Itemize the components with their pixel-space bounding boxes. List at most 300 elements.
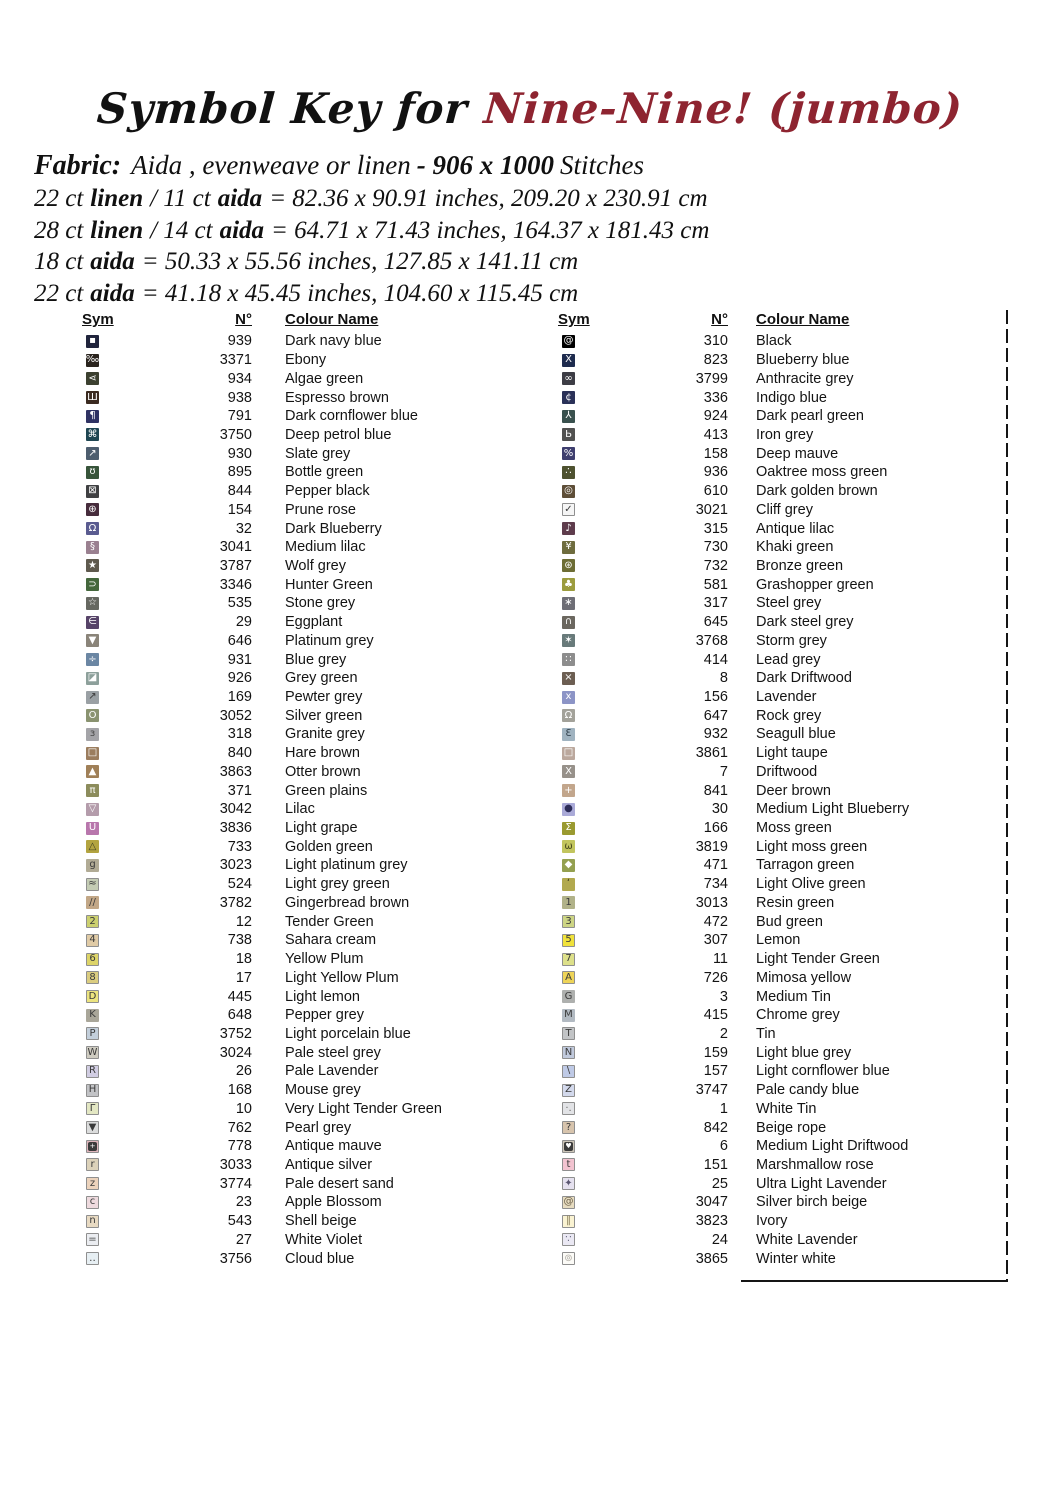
thread-number: 18 — [235, 951, 252, 968]
colour-name: Ultra Light Lavender — [756, 1175, 887, 1192]
colour-name: Light lemon — [285, 988, 360, 1005]
stitch-symbol-glyph: Ω — [564, 709, 573, 721]
stitch-symbol-glyph: Ш — [87, 391, 98, 403]
stitch-symbol-glyph: @ — [563, 335, 574, 347]
table-row — [558, 1118, 998, 1137]
stitch-count: - 906 x 1000 — [416, 150, 555, 180]
table-row — [558, 1081, 998, 1100]
stitch-symbol-glyph: 4 — [89, 934, 96, 946]
symbol-chip — [86, 691, 99, 704]
table-row — [82, 1006, 522, 1025]
thread-number: 932 — [703, 726, 728, 743]
thread-number: 29 — [235, 614, 252, 631]
table-row — [82, 1118, 522, 1137]
thread-number: 371 — [227, 782, 252, 799]
thread-number: 27 — [235, 1231, 252, 1248]
thread-number: 3021 — [695, 501, 728, 518]
table-row — [82, 500, 522, 519]
thread-number: 6 — [719, 1138, 728, 1155]
colour-name: Seagull blue — [756, 726, 836, 743]
table-row — [558, 407, 998, 426]
thread-number: 471 — [703, 857, 728, 874]
table-bottom-border — [741, 1280, 1008, 1282]
stitch-symbol-glyph: ¶ — [89, 410, 96, 422]
colour-name: Anthracite grey — [756, 370, 854, 387]
stitch-symbol-glyph: ⊠ — [88, 485, 97, 497]
thread-number: 12 — [235, 913, 252, 930]
table-row — [558, 1249, 998, 1268]
symbol-chip — [562, 1177, 575, 1190]
symbol-chip — [86, 485, 99, 498]
symbol-chip — [86, 410, 99, 423]
stitch-symbol-glyph: □ — [87, 747, 98, 759]
colour-name: Golden green — [285, 838, 373, 855]
colour-name: Dark golden brown — [756, 483, 878, 500]
table-row — [82, 875, 522, 894]
stitch-symbol-glyph: ▽ — [88, 803, 97, 815]
table-row — [82, 407, 522, 426]
thread-number: 3346 — [219, 576, 252, 593]
symbol-chip — [86, 859, 99, 872]
thread-number: 934 — [227, 370, 252, 387]
symbol-chip — [86, 990, 99, 1003]
colour-name: Iron grey — [756, 426, 814, 443]
symbol-chip — [86, 1046, 99, 1059]
colour-name: Beige rope — [756, 1119, 827, 1136]
table-row — [558, 332, 998, 351]
symbol-chip — [86, 1177, 99, 1190]
symbol-chip — [86, 578, 99, 591]
colour-name: Bronze green — [756, 557, 844, 574]
thread-number: 3836 — [219, 820, 252, 837]
symbol-chip — [86, 559, 99, 572]
symbol-chip — [562, 1252, 575, 1265]
colour-name: Oaktree moss green — [756, 464, 888, 481]
symbol-chip — [562, 859, 575, 872]
table-row — [558, 725, 998, 744]
column-header-colour-name: Colour Name — [756, 311, 850, 328]
table-row — [82, 706, 522, 725]
stitch-symbol-glyph: △ — [88, 840, 97, 852]
colour-name: Pale candy blue — [756, 1082, 860, 1099]
table-row — [558, 650, 998, 669]
colour-name: Deep petrol blue — [285, 426, 392, 443]
thread-number: 157 — [703, 1063, 728, 1080]
table-row — [558, 388, 998, 407]
colour-name: Slate grey — [285, 445, 351, 462]
symbol-chip — [562, 391, 575, 404]
stitch-symbol-glyph: P — [89, 1027, 96, 1039]
symbol-chip — [562, 559, 575, 572]
table-row — [82, 482, 522, 501]
symbol-chip — [562, 822, 575, 835]
table-row — [558, 669, 998, 688]
colour-name: Rock grey — [756, 707, 822, 724]
thread-number: 3782 — [219, 894, 252, 911]
symbol-chip — [86, 971, 99, 984]
colour-name: Antique silver — [285, 1156, 373, 1173]
stitch-symbol-glyph: ‰ — [85, 354, 100, 366]
stitch-symbol-glyph: ▪ — [89, 335, 96, 347]
stitch-symbol-glyph: X — [565, 354, 572, 366]
symbol-chip — [86, 896, 99, 909]
table-row — [558, 744, 998, 763]
thread-number: 3033 — [219, 1156, 252, 1173]
symbol-chip — [86, 653, 99, 666]
table-row — [558, 519, 998, 538]
colour-name: Pewter grey — [285, 689, 363, 706]
fabric-intro-line — [34, 148, 716, 183]
symbol-chip — [562, 335, 575, 348]
table-row — [82, 613, 522, 632]
stitch-symbol-glyph: O — [88, 709, 97, 721]
thread-number: 318 — [227, 726, 252, 743]
thread-number: 151 — [703, 1156, 728, 1173]
table-row — [558, 1137, 998, 1156]
symbol-chip — [562, 1084, 575, 1097]
table-row — [82, 632, 522, 651]
colour-name: Dark Driftwood — [756, 670, 852, 687]
colour-name: Antique lilac — [756, 520, 835, 537]
colour-name: Cloud blue — [285, 1250, 355, 1267]
table-row — [558, 856, 998, 875]
table-row — [558, 1174, 998, 1193]
symbol-chip — [86, 1233, 99, 1246]
symbol-chip — [562, 634, 575, 647]
table-row — [558, 1043, 998, 1062]
symbol-chip — [562, 840, 575, 853]
symbol-chip — [562, 541, 575, 554]
colour-name: Blue grey — [285, 651, 347, 668]
table-row — [82, 1249, 522, 1268]
thread-number: 842 — [703, 1119, 728, 1136]
symbol-chip — [86, 335, 99, 348]
table-row — [82, 426, 522, 445]
symbol-chip — [86, 915, 99, 928]
colour-name: Wolf grey — [285, 557, 346, 574]
colour-name: Mouse grey — [285, 1082, 361, 1099]
symbol-chip — [562, 784, 575, 797]
stitch-symbol-glyph: ⋖ — [88, 372, 97, 384]
colour-name: Ebony — [285, 352, 327, 369]
colour-name: Light moss green — [756, 838, 868, 855]
table-row — [82, 1137, 522, 1156]
symbol-key-table-left — [82, 311, 522, 1268]
colour-name: Black — [756, 333, 792, 350]
symbol-chip — [562, 672, 575, 685]
symbol-chip — [562, 428, 575, 441]
thread-number: 445 — [227, 988, 252, 1005]
colour-name: Light taupe — [756, 745, 828, 762]
symbol-chip — [86, 672, 99, 685]
table-row — [82, 594, 522, 613]
colour-name: Pepper grey — [285, 1007, 364, 1024]
thread-number: 841 — [703, 782, 728, 799]
table-row — [82, 1174, 522, 1193]
thread-number: 930 — [227, 445, 252, 462]
stitch-symbol-glyph: Ɛ — [565, 728, 572, 740]
table-row — [82, 369, 522, 388]
symbol-chip — [86, 616, 99, 629]
colour-name: Otter brown — [285, 763, 361, 780]
stitch-symbol-glyph: 1 — [565, 896, 572, 908]
stitch-symbol-glyph: X — [565, 765, 572, 777]
stitch-symbol-glyph: Γ — [89, 1102, 96, 1114]
table-row — [558, 463, 998, 482]
stitch-symbol-glyph: M — [564, 1009, 573, 1021]
colour-name: Platinum grey — [285, 632, 374, 649]
stitch-symbol-glyph: N — [564, 1046, 573, 1058]
table-row — [82, 1193, 522, 1212]
table-row — [558, 557, 998, 576]
stitch-symbol-glyph: R — [89, 1065, 96, 1077]
table-row — [558, 968, 998, 987]
table-row — [82, 388, 522, 407]
symbol-chip — [86, 953, 99, 966]
table-row — [558, 763, 998, 782]
symbol-chip — [86, 372, 99, 385]
colour-name: Light blue grey — [756, 1044, 852, 1061]
table-row — [558, 426, 998, 445]
page-title — [0, 84, 1060, 133]
stitch-symbol-glyph: ⌘ — [87, 428, 98, 440]
thread-number: 11 — [712, 951, 728, 968]
symbol-chip — [86, 878, 99, 891]
stitch-symbol-glyph: ♪ — [565, 522, 572, 534]
table-row — [558, 706, 998, 725]
stitch-symbol-glyph: \ — [566, 1065, 571, 1077]
thread-number: 840 — [227, 745, 252, 762]
stitch-symbol-glyph: U — [88, 822, 97, 834]
stitch-symbol-glyph: K — [89, 1009, 96, 1021]
stitches-word: Stitches — [560, 150, 644, 180]
stitch-symbol-glyph: 7 — [565, 953, 572, 965]
symbol-chip — [562, 616, 575, 629]
symbol-chip — [86, 447, 99, 460]
colour-name: Lavender — [756, 689, 817, 706]
colour-name: Pearl grey — [285, 1119, 352, 1136]
colour-name: Dark pearl green — [756, 408, 864, 425]
symbol-chip — [562, 803, 575, 816]
symbol-chip — [562, 1009, 575, 1022]
stitch-symbol-glyph: ? — [565, 1121, 572, 1133]
thread-number: 3756 — [219, 1250, 252, 1267]
colour-name: Espresso brown — [285, 389, 389, 406]
thread-number: 778 — [227, 1138, 252, 1155]
thread-number: 317 — [703, 595, 728, 612]
table-row — [558, 613, 998, 632]
stitch-symbol-glyph: H — [88, 1084, 97, 1096]
stitch-symbol-glyph: ♥ — [565, 1141, 572, 1150]
stitch-symbol-glyph: Ω — [88, 522, 97, 534]
thread-number: 524 — [227, 876, 252, 893]
fabric-types: Aida , evenweave or linen — [131, 150, 411, 180]
stitch-symbol-glyph: ☆ — [88, 597, 97, 609]
stitch-symbol-glyph: ʊ — [89, 466, 96, 478]
colour-name: Grey green — [285, 670, 358, 687]
colour-name: Cliff grey — [756, 501, 813, 518]
symbol-chip — [562, 934, 575, 947]
symbol-chip — [86, 1102, 99, 1115]
table-row — [558, 500, 998, 519]
colour-name: Dark navy blue — [285, 333, 382, 350]
thread-number: 3774 — [219, 1175, 252, 1192]
thread-number: 1 — [719, 1100, 728, 1117]
stitch-symbol-glyph: n — [89, 1215, 96, 1227]
table-row — [82, 1099, 522, 1118]
stitch-symbol-glyph: ✦ — [564, 1177, 573, 1189]
symbol-chip — [86, 466, 99, 479]
thread-number: 3747 — [695, 1082, 728, 1099]
stitch-symbol-glyph: ∵ — [565, 1233, 572, 1245]
thread-number: 844 — [227, 483, 252, 500]
column-header-sym: Sym — [558, 311, 590, 328]
symbol-chip — [562, 1215, 575, 1228]
thread-number: 154 — [227, 501, 252, 518]
colour-name: Ivory — [756, 1213, 788, 1230]
colour-name: Apple Blossom — [285, 1194, 382, 1211]
colour-name: Tin — [756, 1025, 776, 1042]
colour-name: Storm grey — [756, 632, 827, 649]
symbol-chip — [562, 653, 575, 666]
column-header-sym: Sym — [82, 311, 114, 328]
symbol-chip — [562, 765, 575, 778]
thread-number: 3013 — [695, 894, 728, 911]
colour-name: Moss green — [756, 820, 832, 837]
thread-number: 7 — [719, 763, 728, 780]
symbol-chip — [86, 1084, 99, 1097]
table-row — [558, 1062, 998, 1081]
symbol-chip — [86, 391, 99, 404]
table-row — [558, 369, 998, 388]
symbol-chip — [86, 728, 99, 741]
stitch-symbol-glyph: ∞ — [564, 372, 573, 384]
stitch-symbol-glyph: § — [90, 541, 95, 553]
thread-number: 738 — [227, 932, 252, 949]
thread-number: 2 — [719, 1025, 728, 1042]
table-row — [558, 1025, 998, 1044]
thread-number: 924 — [703, 408, 728, 425]
table-row — [82, 575, 522, 594]
table-header — [558, 311, 998, 332]
symbol-chip — [86, 822, 99, 835]
table-header — [82, 311, 522, 332]
thread-number: 3024 — [219, 1044, 252, 1061]
thread-number: 3819 — [695, 838, 728, 855]
colour-name: Shell beige — [285, 1213, 357, 1230]
thread-number: 3052 — [219, 707, 252, 724]
colour-name: Eggplant — [285, 614, 343, 631]
thread-number: 158 — [703, 445, 728, 462]
symbol-chip — [562, 1233, 575, 1246]
stitch-symbol-glyph: ▼ — [88, 1121, 97, 1133]
stitch-symbol-glyph: + — [89, 1141, 96, 1150]
stitch-symbol-glyph: ◆ — [564, 859, 573, 871]
symbol-chip — [562, 990, 575, 1003]
colour-name: Medium Light Blueberry — [756, 801, 910, 818]
table-row — [82, 725, 522, 744]
table-row — [558, 875, 998, 894]
table-row — [82, 894, 522, 913]
colour-name: Silver green — [285, 707, 363, 724]
table-row — [82, 557, 522, 576]
thread-number: 3 — [719, 988, 728, 1005]
stitch-symbol-glyph: ∷ — [565, 653, 572, 665]
table-row — [558, 894, 998, 913]
thread-number: 415 — [703, 1007, 728, 1024]
colour-name: Silver birch beige — [756, 1194, 868, 1211]
table-row — [82, 463, 522, 482]
table-row — [82, 1212, 522, 1231]
table-row — [82, 519, 522, 538]
table-row — [558, 950, 998, 969]
colour-name: Dark Blueberry — [285, 520, 382, 537]
thread-number: 17 — [235, 969, 252, 986]
colour-name: Light grey green — [285, 876, 390, 893]
symbol-chip — [562, 1196, 575, 1209]
symbol-chip — [86, 354, 99, 367]
symbol-chip — [86, 1196, 99, 1209]
thread-number: 8 — [719, 670, 728, 687]
thread-number: 3750 — [219, 426, 252, 443]
stitch-symbol-glyph: □ — [563, 747, 574, 759]
table-row — [82, 351, 522, 370]
stitch-symbol-glyph: Ь — [565, 428, 572, 440]
thread-number: 26 — [235, 1063, 252, 1080]
thread-number: 3865 — [695, 1250, 728, 1267]
symbol-chip — [562, 971, 575, 984]
colour-name: Light porcelain blue — [285, 1025, 411, 1042]
symbol-chip — [562, 578, 575, 591]
colour-name: Yellow Plum — [285, 951, 364, 968]
thread-number: 24 — [711, 1231, 728, 1248]
stitch-symbol-glyph: ⊕ — [88, 503, 97, 515]
colour-name: Granite grey — [285, 726, 365, 743]
symbol-chip — [562, 597, 575, 610]
colour-name: Lemon — [756, 932, 801, 949]
stitch-symbol-glyph: c — [89, 1196, 96, 1208]
table-row — [82, 1156, 522, 1175]
colour-name: Chrome grey — [756, 1007, 840, 1024]
thread-number: 159 — [703, 1044, 728, 1061]
table-row — [82, 856, 522, 875]
stitch-symbol-glyph: 8 — [89, 971, 96, 983]
colour-name: Prune rose — [285, 501, 356, 518]
thread-number: 169 — [227, 689, 252, 706]
symbol-chip — [86, 503, 99, 516]
table-row — [82, 332, 522, 351]
size-line-4: 22 ct aida = 41.18 x 45.45 inches, 104.60 x 115.45 cm — [34, 279, 579, 307]
colour-name: Stone grey — [285, 595, 356, 612]
symbol-chip — [562, 691, 575, 704]
thread-number: 762 — [227, 1119, 252, 1136]
table-right-border — [1006, 310, 1008, 1281]
stitch-symbol-glyph: G — [564, 990, 573, 1002]
stitch-symbol-glyph: ✓ — [564, 503, 573, 515]
colour-name: Khaki green — [756, 539, 834, 556]
colour-name: Light Yellow Plum — [285, 969, 399, 986]
thread-number: 926 — [227, 670, 252, 687]
table-row — [82, 763, 522, 782]
stitch-symbol-glyph: ω — [564, 840, 573, 852]
stitch-symbol-glyph: ♣ — [564, 578, 573, 590]
stitch-symbol-glyph: t — [566, 1158, 571, 1170]
stitch-symbol-glyph: ·. — [565, 1102, 572, 1114]
thread-number: 791 — [227, 408, 252, 425]
thread-number: 610 — [703, 483, 728, 500]
stitch-symbol-glyph: ‥ — [89, 1252, 96, 1264]
table-body — [558, 332, 998, 1268]
